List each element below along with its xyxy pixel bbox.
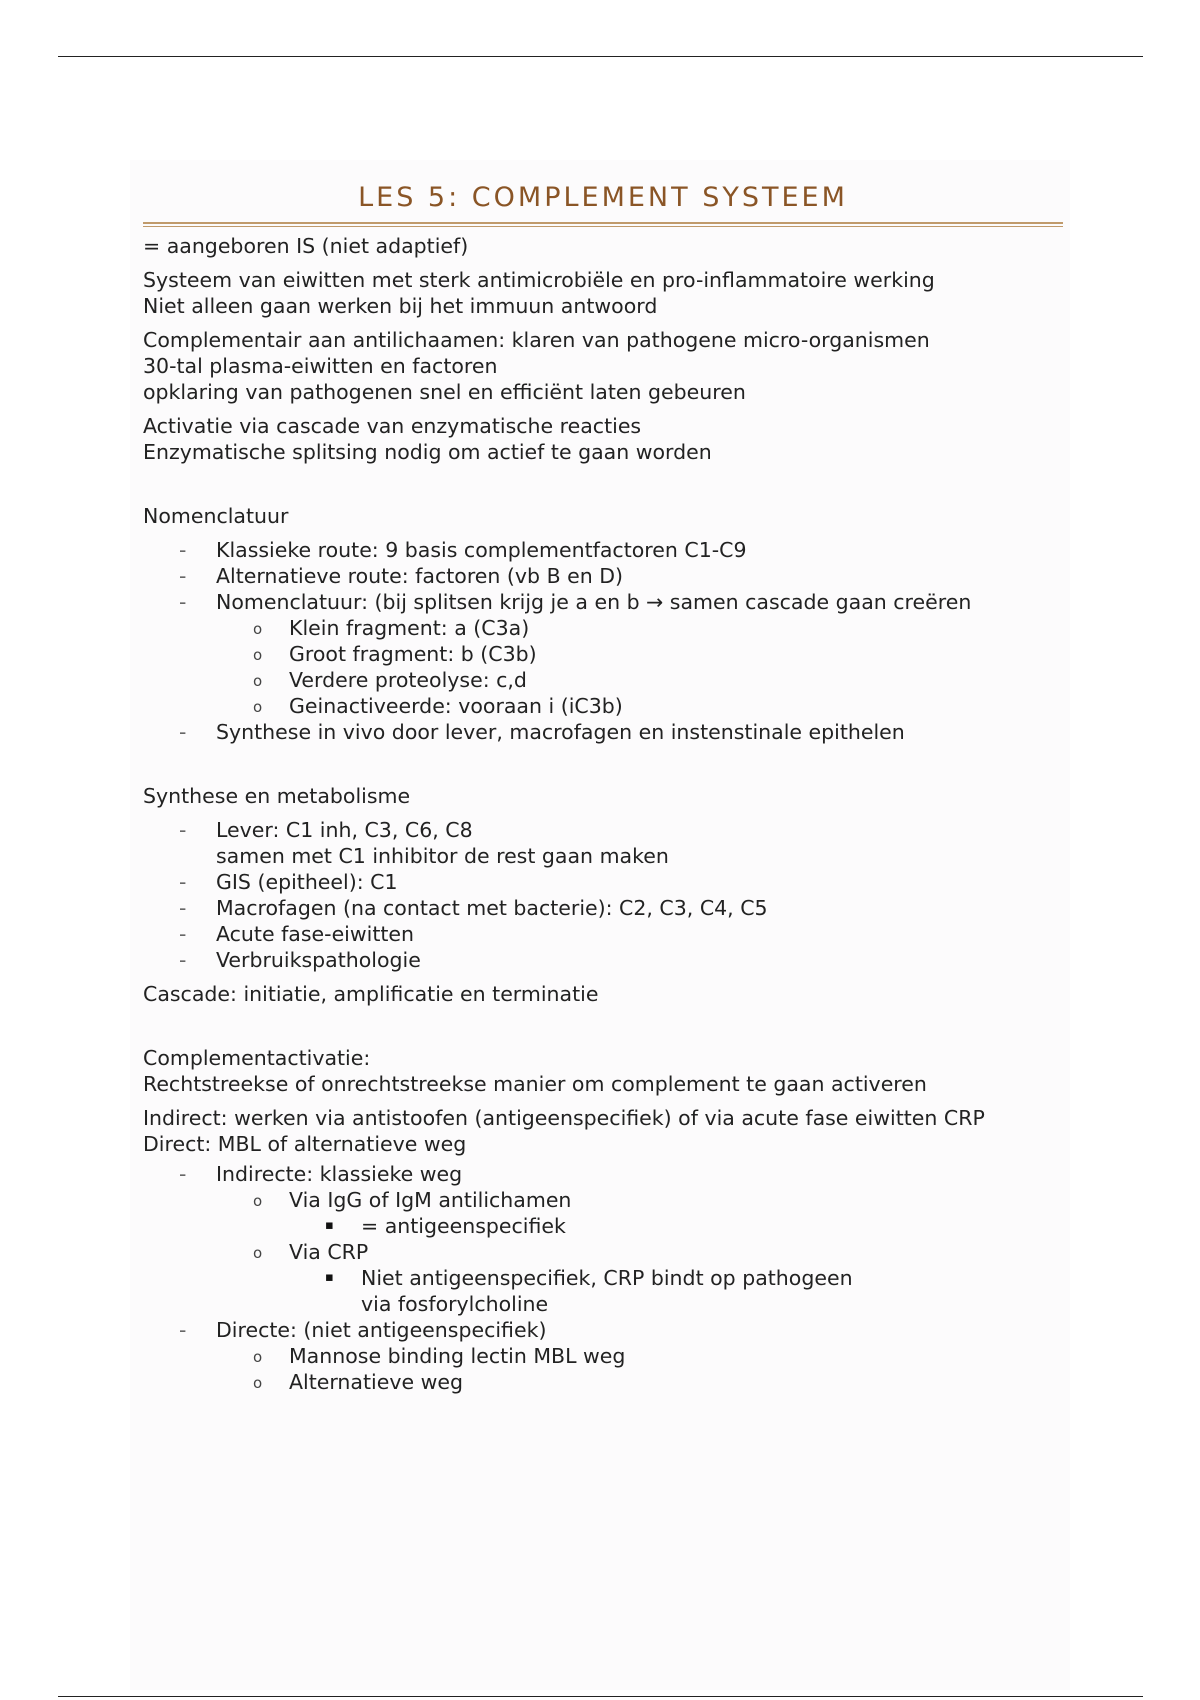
list-item: - Indirecte: klassieke weg	[179, 1162, 463, 1186]
list-item: - Klassieke route: 9 basis complementfactoren C1-C9	[179, 538, 747, 562]
title-underline	[143, 222, 1063, 227]
intro-line: opklaring van pathogenen snel en efficiënt laten gebeuren	[143, 380, 746, 404]
activatie-paragraph	[143, 1105, 1063, 1157]
list-item: - Synthese in vivo door lever, macrofagen en instenstinale epithelen	[179, 720, 905, 744]
list-item-continuation: samen met C1 inhibitor de rest gaan maken	[216, 844, 669, 868]
intro-line: Activatie via cascade van enzymatische reacties	[143, 414, 642, 438]
sub-list-item: o Mannose binding lectin MBL weg	[253, 1344, 626, 1368]
intro-paragraph	[143, 413, 1063, 465]
list-item: - Directe: (niet antigeenspecifiek)	[179, 1318, 547, 1342]
sub-list-item: o Alternatieve weg	[253, 1370, 463, 1394]
nomenclatuur-list	[143, 537, 1063, 745]
intro-paragraph	[143, 267, 1063, 319]
footer-rule	[58, 1696, 1143, 1697]
list-item: - Macrofagen (na contact met bacterie): C2, C3, C4, C5	[179, 896, 768, 920]
intro-paragraph	[143, 327, 1063, 405]
section-heading-nomenclatuur: Nomenclatuur	[143, 504, 289, 528]
header-rule	[58, 56, 1143, 57]
activatie-line: Indirect: werken via antistoofen (antigeenspecifiek) of via acute fase eiwitten CRP	[143, 1106, 985, 1130]
cascade-line: Cascade: initiatie, amplificatie en terminatie	[143, 982, 599, 1006]
sub-list-item: o Via CRP	[253, 1240, 369, 1264]
document-body	[143, 180, 1063, 1395]
intro-line: 30-tal plasma-eiwitten en factoren	[143, 354, 498, 378]
intro-line: = aangeboren IS (niet adaptief)	[143, 234, 469, 258]
intro-line: Enzymatische splitsing nodig om actief te gaan worden	[143, 440, 712, 464]
sub-sub-list-item: ▪ Niet antigeenspecifiek, CRP bindt op pathogeen via fosforylcholine	[325, 1266, 853, 1316]
list-item: - GIS (epitheel): C1	[179, 870, 398, 894]
activatie-paragraph	[143, 1045, 1063, 1097]
intro-line: Complementair aan antilichaamen: klaren van pathogene micro-organismen	[143, 328, 930, 352]
section-heading-activatie: Complementactivatie:	[143, 1046, 371, 1070]
sub-list-item: o Geinactiveerde: vooraan i (iC3b)	[253, 694, 623, 718]
list-item: - Nomenclatuur: (bij splitsen krijg je a en b → samen cascade gaan creëren	[179, 590, 972, 614]
sub-list-item: o Groot fragment: b (C3b)	[253, 642, 537, 666]
list-item: - Acute fase-eiwitten	[179, 922, 415, 946]
list-item: - Alternatieve route: factoren (vb B en D)	[179, 564, 624, 588]
sub-sub-list-item: ▪ = antigeenspecifiek	[325, 1214, 566, 1238]
activatie-line: Rechtstreekse of onrechtstreekse manier om complement te gaan activeren	[143, 1072, 927, 1096]
page-title: LES 5: COMPLEMENT SYSTEEM	[358, 182, 848, 213]
synthese-list	[143, 817, 1063, 973]
intro-line: Systeem van eiwitten met sterk antimicrobiële en pro-inflammatoire werking	[143, 268, 935, 292]
intro-line: Niet alleen gaan werken bij het immuun antwoord	[143, 294, 658, 318]
sub-list-item: o Klein fragment: a (C3a)	[253, 616, 530, 640]
activatie-line: Direct: MBL of alternatieve weg	[143, 1132, 467, 1156]
section-heading-synthese: Synthese en metabolisme	[143, 784, 411, 808]
activatie-list	[143, 1161, 1063, 1395]
sub-list-item: o Verdere proteolyse: c,d	[253, 668, 527, 692]
list-item: - Lever: C1 inh, C3, C6, C8	[179, 818, 473, 842]
list-item: - Verbruikspathologie	[179, 948, 421, 972]
sub-list-item: o Via IgG of IgM antilichamen	[253, 1188, 572, 1212]
